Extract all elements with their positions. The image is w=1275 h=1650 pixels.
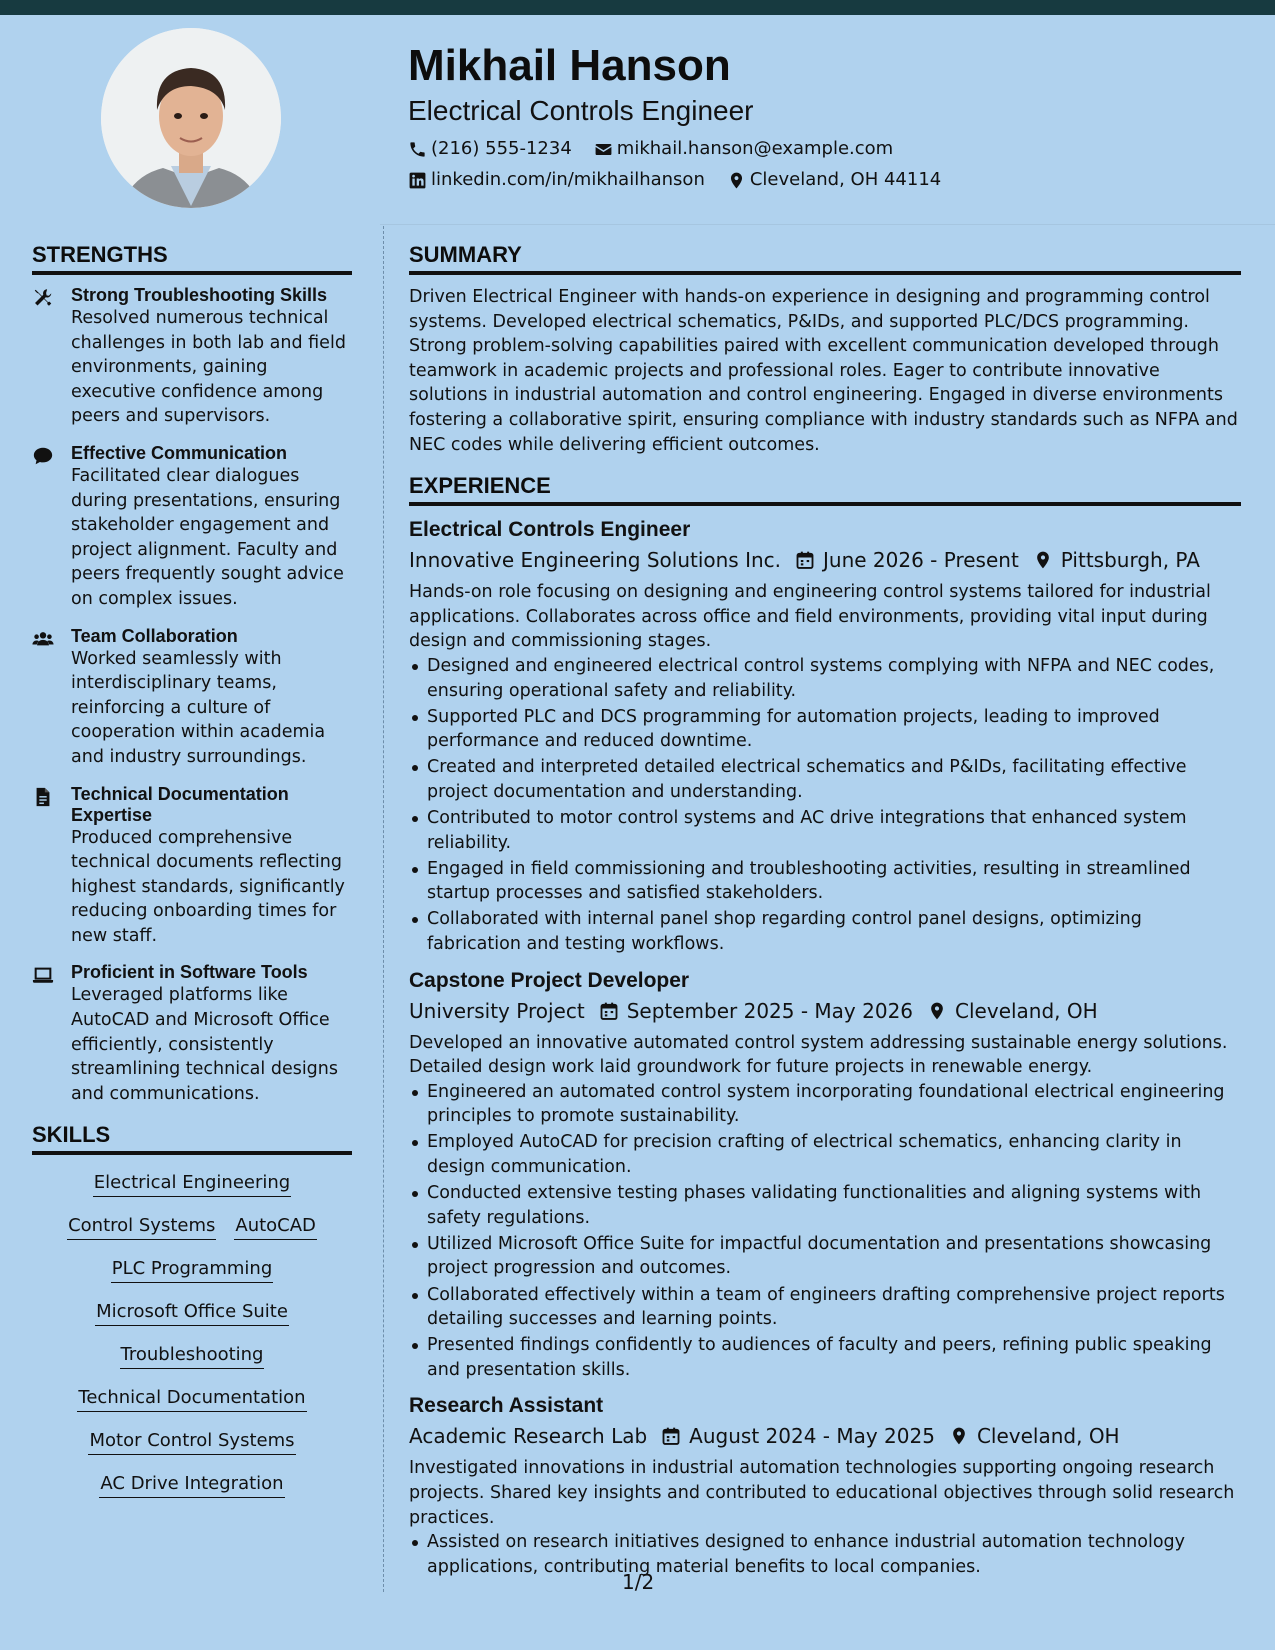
job-location: Cleveland, OH — [955, 998, 1098, 1023]
strength-title: Effective Communication — [71, 442, 288, 463]
strengths-heading: STRENGTHS — [32, 240, 352, 275]
strength-title: Strong Troubleshooting Skills — [71, 285, 328, 305]
list-item: Collaborated effectively within a team of engineers drafting comprehensive project reports detailing successes and learning points. — [409, 1283, 1241, 1332]
job-bullets — [409, 654, 1241, 957]
job-title: Research Assistant — [409, 1394, 604, 1418]
calendar-icon — [795, 550, 815, 570]
summary-heading: SUMMARY — [409, 240, 1241, 275]
job-company: Academic Research Lab — [409, 1424, 648, 1449]
job-location: Cleveland, OH — [976, 1424, 1120, 1449]
list-item: Presented findings confidently to audiences of faculty and peers, refining public speaking and presentation skills. — [409, 1333, 1241, 1382]
profile-photo — [101, 28, 281, 208]
job-bullets — [409, 1530, 1241, 1579]
experience-heading: EXPERIENCE — [409, 471, 1241, 506]
contact-row-1 — [408, 138, 1248, 160]
location-contact — [727, 169, 941, 191]
job-location: Pittsburgh, PA — [1060, 548, 1200, 573]
job-dates: June 2026 - Present — [823, 548, 1019, 573]
job-company: University Project — [409, 998, 585, 1023]
job-title: Capstone Project Developer — [409, 968, 690, 992]
header-divider — [380, 224, 1275, 225]
right-column — [409, 240, 1241, 1589]
strength-description: Worked seamlessly with interdisciplinary teams, reinforcing a culture of cooperation within academia and industry surroundings. — [71, 648, 326, 767]
envelope-icon — [594, 140, 613, 159]
map-pin-icon — [1033, 550, 1053, 570]
avatar — [101, 28, 281, 208]
skill-tag: PLC Programming — [111, 1257, 274, 1283]
email-address[interactable]: mikhail.hanson@example.com — [616, 138, 894, 159]
summary-text: Driven Electrical Engineer with hands-on experience in designing and programming control systems. Developed electrical schematics, P&IDs, and supported PLC/DCS programming. Strong problem-solving capabilities paired with excellent communication developed through teamwork in academic projects and professional roles. Eager to contribute innovative solutions in industrial automation and control engineering. Engaged in diverse environments fostering a collaborative spirit, ensuring compliance with industry standards such as NFPA and NEC codes while delivering efficient outcomes. — [409, 287, 1238, 455]
phone-icon — [408, 140, 427, 159]
job-company: Innovative Engineering Solutions Inc. — [409, 548, 782, 573]
skill-tag: AC Drive Integration — [99, 1472, 284, 1498]
skill-tag: AutoCAD — [234, 1214, 317, 1240]
job-dates: September 2025 - May 2026 — [626, 998, 914, 1023]
strength-title: Proficient in Software Tools — [71, 962, 308, 983]
skill-tag: Control Systems — [67, 1214, 216, 1240]
skill-tag: Microsoft Office Suite — [95, 1300, 289, 1326]
strength-title: Technical Documentation Expertise — [71, 783, 289, 825]
page-number: 1/2 — [622, 1570, 655, 1594]
job-description: Investigated innovations in industrial automation technologies supporting ongoing research projects. Shared key insights and contributed to educational objectives through solid research practices. — [409, 1458, 1235, 1528]
document-icon — [32, 786, 54, 808]
list-item: Created and interpreted detailed electrical schematics and P&IDs, facilitating effective project documentation and understanding. — [409, 755, 1241, 804]
job-title: Electrical Controls Engineer — [409, 518, 691, 542]
skills-heading: SKILLS — [32, 1120, 352, 1155]
top-accent-bar — [0, 0, 1275, 15]
list-item: Employed AutoCAD for precision crafting of electrical schematics, enhancing clarity in design communication. — [409, 1130, 1241, 1179]
strength-item — [32, 784, 352, 949]
skills-list — [32, 1165, 352, 1515]
linkedin-icon — [408, 171, 427, 190]
map-pin-icon — [927, 1001, 947, 1021]
users-icon — [32, 628, 54, 650]
calendar-icon — [599, 1001, 619, 1021]
list-item: Engaged in field commissioning and troubleshooting activities, resulting in streamlined startup processes and satisfied stakeholders. — [409, 857, 1241, 906]
list-item: Designed and engineered electrical control systems complying with NFPA and NEC codes, ensuring operational safety and reliability. — [409, 654, 1241, 703]
strength-item — [32, 443, 352, 612]
phone-number: (216) 555-1234 — [431, 138, 572, 159]
skill-tag: Technical Documentation — [77, 1386, 306, 1412]
job-meta — [409, 997, 1241, 1025]
candidate-headline: Electrical Controls Engineer — [408, 95, 754, 126]
skill-tag: Troubleshooting — [120, 1343, 265, 1369]
list-item: Engineered an automated control system incorporating foundational electrical engineering principles to promote sustainability. — [409, 1080, 1241, 1129]
job-bullets — [409, 1080, 1241, 1383]
strength-item — [32, 962, 352, 1106]
strength-description: Leveraged platforms like AutoCAD and Microsoft Office efficiently, consistently streamlining technical designs and communications. — [71, 985, 339, 1104]
map-pin-icon — [949, 1426, 969, 1446]
left-column — [32, 240, 352, 1515]
strength-description: Produced comprehensive technical documents reflecting highest standards, significantly reducing onboarding times for new staff. — [71, 827, 345, 946]
map-pin-icon — [727, 171, 746, 190]
email-contact[interactable] — [594, 138, 893, 160]
column-divider — [383, 226, 384, 1592]
job-description: Developed an innovative automated control system addressing sustainable energy solutions. Detailed design work laid groundwork for future projects in renewable energy. — [409, 1032, 1228, 1078]
laptop-icon — [32, 964, 54, 986]
job-entry — [409, 967, 1241, 1383]
job-description: Hands-on role focusing on designing and engineering control systems tailored for industrial applications. Collaborates across office and field environments, providing vital input during design and commissioning stages. — [409, 582, 1211, 652]
job-dates: August 2024 - May 2025 — [689, 1424, 935, 1449]
resume-header — [408, 40, 1248, 191]
strength-item — [32, 626, 352, 770]
strength-description: Facilitated clear dialogues during presentations, ensuring stakeholder engagement and project alignment. Faculty and peers frequently sought advice on complex issues. — [71, 465, 344, 609]
tools-icon — [32, 287, 54, 309]
candidate-name: Mikhail Hanson — [408, 41, 731, 90]
job-meta — [409, 546, 1241, 574]
list-item: Conducted extensive testing phases validating functionalities and aligning systems with safety regulations. — [409, 1181, 1241, 1230]
strength-description: Resolved numerous technical challenges in both lab and field environments, gaining executive confidence among peers and supervisors. — [71, 308, 346, 427]
job-entry — [409, 1392, 1241, 1579]
list-item: Assisted on research initiatives designed to enhance industrial automation technology applications, contributing material benefits to local companies. — [409, 1530, 1241, 1579]
location-text: Cleveland, OH 44114 — [749, 169, 942, 190]
skill-tag: Motor Control Systems — [88, 1429, 295, 1455]
phone-contact — [408, 138, 572, 160]
strength-title: Team Collaboration — [71, 625, 238, 646]
list-item: Collaborated with internal panel shop regarding control panel designs, optimizing fabrication and testing workflows. — [409, 907, 1241, 956]
strength-item — [32, 285, 352, 429]
list-item: Supported PLC and DCS programming for automation projects, leading to improved performance and reduced downtime. — [409, 705, 1241, 754]
job-entry — [409, 516, 1241, 956]
skill-tag: Electrical Engineering — [93, 1171, 291, 1197]
list-item: Utilized Microsoft Office Suite for impactful documentation and presentations showcasing project progression and outcomes. — [409, 1232, 1241, 1281]
job-meta — [409, 1422, 1241, 1450]
calendar-icon — [661, 1426, 681, 1446]
contact-row-2 — [408, 169, 1248, 191]
chat-bubble-icon — [32, 445, 54, 467]
linkedin-url[interactable]: linkedin.com/in/mikhailhanson — [431, 169, 705, 190]
list-item: Contributed to motor control systems and AC drive integrations that enhanced system reliability. — [409, 806, 1241, 855]
linkedin-contact[interactable] — [408, 169, 705, 191]
